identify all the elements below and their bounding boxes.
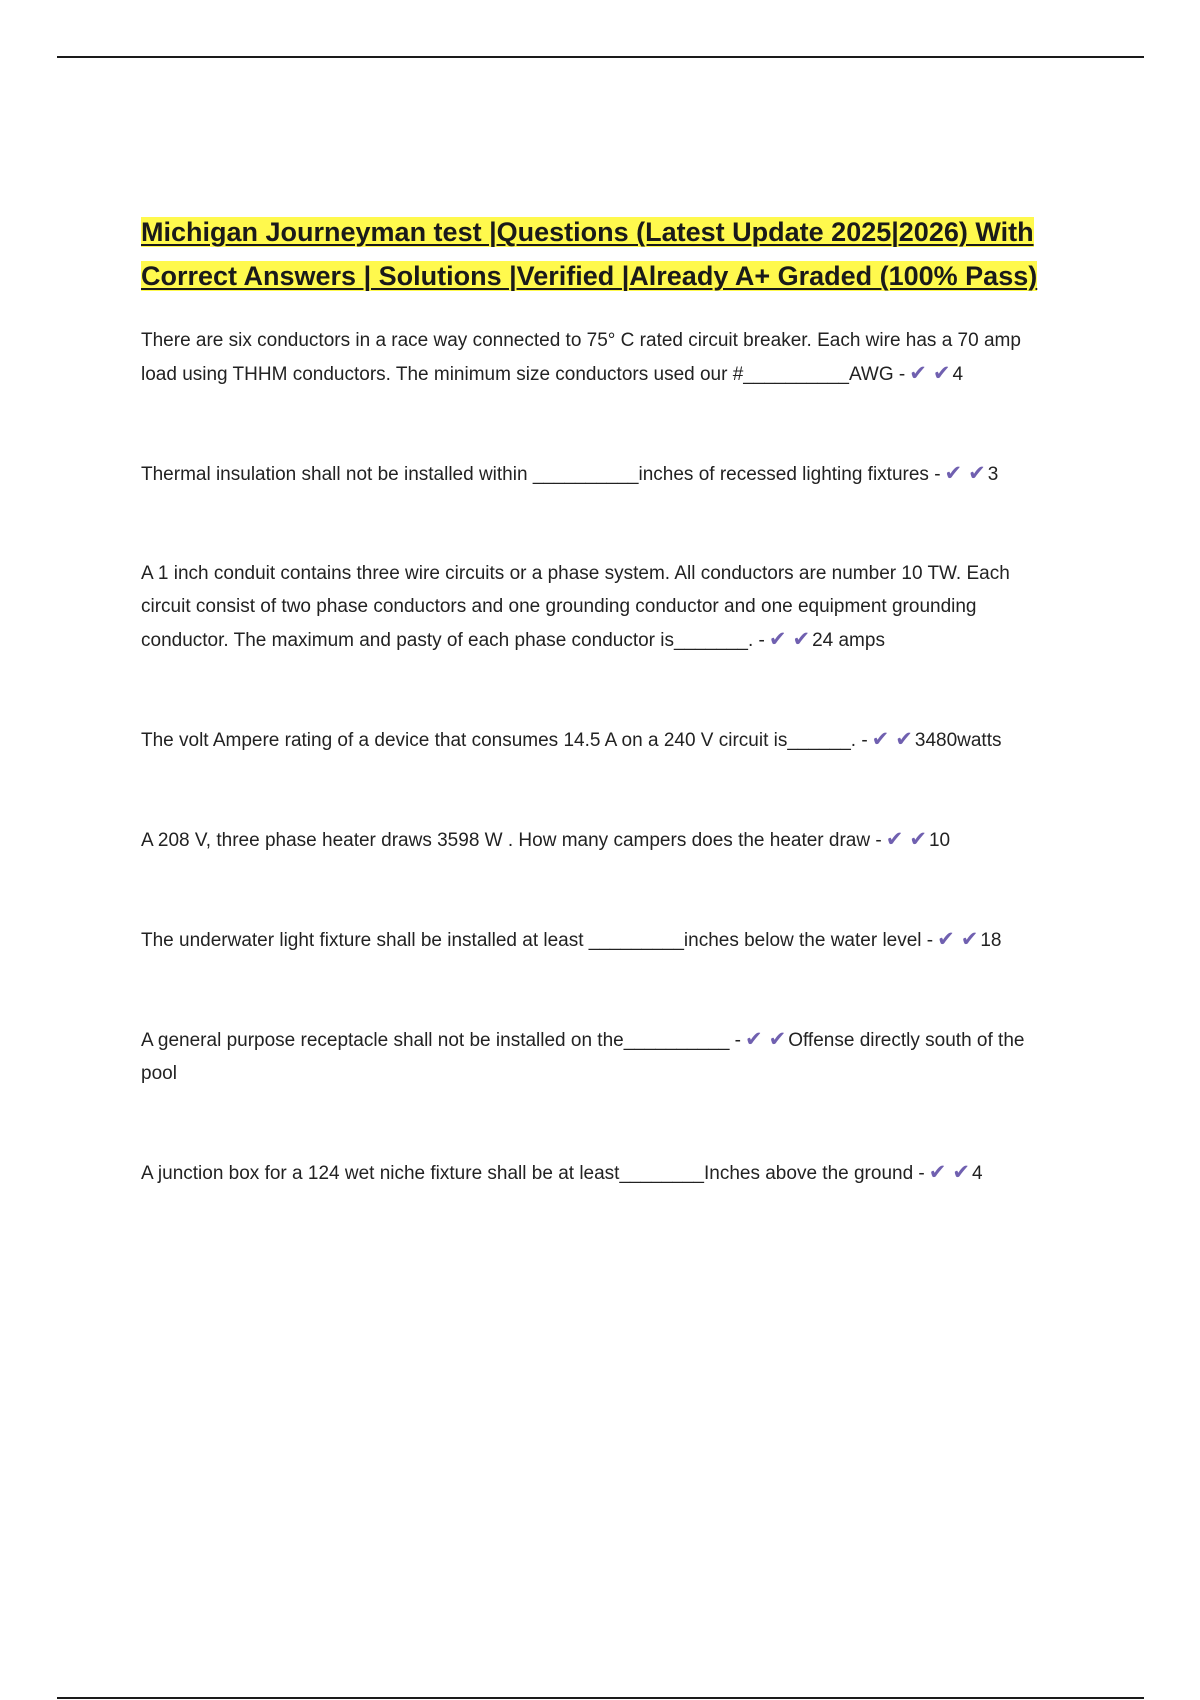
- checkmark-icon: ✔: [871, 728, 890, 751]
- qa-item: [141, 1023, 1061, 1090]
- qa-item: [141, 823, 1061, 857]
- question-text: A general purpose receptacle shall not be installed on the__________: [141, 1030, 730, 1051]
- qa-item-text: [141, 457, 1061, 491]
- qa-item: [141, 324, 1061, 391]
- checkmark-icon: ✔: [909, 828, 927, 851]
- qa-item: [141, 557, 1061, 657]
- answer-text: 10: [928, 830, 951, 851]
- header-rule: [57, 56, 1144, 58]
- question-text: There are six conductors in a race way connected to 75° C rated circuit breaker. Each wire has a 70 amp load using THHM conductors. The minimum size conductors used our #__________AWG: [141, 330, 1021, 385]
- qa-item-text: [141, 1156, 1061, 1190]
- document-title: [141, 210, 1061, 298]
- answer-separator: -: [893, 364, 906, 385]
- checkmark-icon: ✔: [960, 928, 979, 951]
- checkmark-icon: ✔: [928, 1161, 947, 1184]
- qa-item-text: [141, 557, 1061, 657]
- document-title-text: Michigan Journeyman test |Questions (Latest Update 2025|2026) With Correct Answers | Solutions |Verified |Already A+ Graded (100% Pass): [141, 217, 1038, 291]
- qa-item-text: [141, 1023, 1061, 1090]
- checkmark-icon: ✔: [792, 628, 811, 651]
- footer-rule: [57, 1697, 1144, 1699]
- question-text: A 1 inch conduit contains three wire circuits or a phase system. All conductors are number 10 TW. Each circuit consist of two phase conductors and one grounding conductor and one equipment grounding conductor. The maximum and pasty of each phase conductor is_______.: [141, 563, 1010, 651]
- qa-item: [141, 923, 1061, 957]
- question-text: The underwater light fixture shall be installed at least _________inches below the water level: [141, 930, 922, 951]
- document-body: [141, 210, 1061, 1190]
- qa-item-text: [141, 823, 1061, 857]
- checkmark-icon: ✔: [932, 362, 951, 385]
- question-text: The volt Ampere rating of a device that consumes 14.5 A on a 240 V circuit is______.: [141, 730, 857, 751]
- answer-text: 4: [971, 1163, 983, 1184]
- checkmark-icon: ✔: [968, 462, 986, 485]
- checkmark-icon: ✔: [768, 628, 787, 651]
- qa-item: [141, 723, 1061, 757]
- answer-separator: -: [856, 730, 868, 751]
- answer-separator: -: [913, 1163, 925, 1184]
- answer-separator: -: [921, 930, 934, 951]
- qa-item: [141, 457, 1061, 491]
- qa-item-text: [141, 923, 1061, 957]
- answer-separator: -: [753, 630, 765, 651]
- checkmark-icon: ✔: [768, 1028, 787, 1051]
- answer-text: 3: [987, 464, 999, 485]
- answer-separator: -: [928, 464, 941, 485]
- answer-text: 18: [980, 930, 1002, 951]
- question-text: Thermal insulation shall not be installed within __________inches of recessed lighting fixtures: [141, 464, 929, 485]
- answer-separator: -: [729, 1030, 741, 1051]
- qa-list: [141, 324, 1061, 1190]
- qa-item-text: [141, 723, 1061, 757]
- answer-separator: -: [870, 830, 882, 851]
- checkmark-icon: ✔: [909, 362, 927, 385]
- qa-item-text: [141, 324, 1061, 391]
- answer-text: 4: [952, 364, 964, 385]
- checkmark-icon: ✔: [745, 1028, 763, 1051]
- answer-text: 3480watts: [914, 730, 1002, 751]
- qa-item: [141, 1156, 1061, 1190]
- question-text: A junction box for a 124 wet niche fixture shall be at least________Inches above the ground: [141, 1163, 914, 1184]
- checkmark-icon: ✔: [937, 928, 955, 951]
- checkmark-icon: ✔: [944, 462, 963, 485]
- answer-text: 24 amps: [812, 630, 885, 651]
- checkmark-icon: ✔: [895, 728, 913, 751]
- checkmark-icon: ✔: [885, 828, 904, 851]
- checkmark-icon: ✔: [952, 1161, 970, 1184]
- answer-text: Offense directly south of the pool: [141, 1030, 1025, 1084]
- question-text: A 208 V, three phase heater draws 3598 W . How many campers does the heater draw: [141, 830, 871, 851]
